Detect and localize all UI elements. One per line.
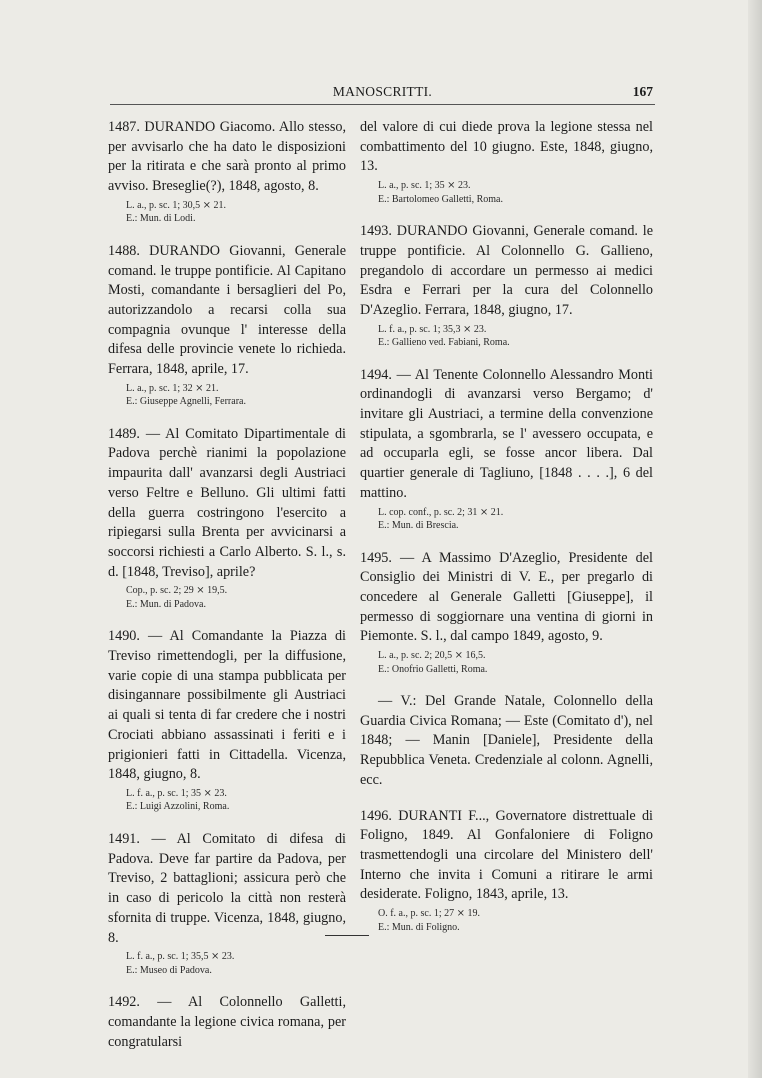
entry-meta [108,787,346,814]
physical-description: O. f. a., p. sc. 1; 27 ⨯ 19. [378,908,480,920]
physical-description: L. a., p. sc. 1; 32 ⨯ 21. [126,382,219,394]
entry-meta [360,649,653,676]
owner: E.: Mun. di Lodi. [126,213,196,225]
entry-1496 [360,807,653,935]
entry-text: del valore di cui diede prova la legione stessa nel combattimento del 10 giugno. Este, 1848, giugno, 13. [360,119,653,175]
entry-text: 1490. — Al Comandante la Piazza di Treviso rimettendogli, per la diffusione, varie copie di una stampa pubblicata per disingannare possibilmente gli Austriaci ai quali si tenta di far credere che i nostri Crociati abbiano assassinati i feriti e i prigionieri fatti in Cittadella. Vicenza, 1848, giugno, 8. [108,628,346,783]
owner: E.: Bartolomeo Galletti, Roma. [378,193,503,205]
entry-meta [360,907,653,934]
physical-description: L. a., p. sc. 1; 35 ⨯ 23. [378,180,471,192]
entry-1494 [360,366,653,533]
left-column [108,118,346,1068]
entry-meta [108,950,346,977]
entry-meta [360,323,653,350]
owner: E.: Giuseppe Agnelli, Ferrara. [126,396,246,408]
entry-meta [108,584,346,611]
entry-text: 1493. DURANDO Giovanni, Generale comand. le truppe pontificie. Al Colonnello G. Gallieno, pregandolo di accordare un permesso ai medici Esdra e Ferrari per la cura del Colonnello D'Azeglio. Ferrara, 1848, giugno, 17. [360,223,653,318]
entry-text: 1488. DURANDO Giovanni, Generale comand. le truppe pontificie. Al Capitano Mosti, comandante i bersaglieri del Po, autorizzandolo a recarsi colla sua compagnia ovunque l' interesse della difesa delle provincie venete lo richieda. Ferrara, 1848, aprile, 17. [108,242,346,378]
physical-description: L. f. a., p. sc. 1; 35,5 ⨯ 23. [126,951,235,963]
entry-meta [108,382,346,409]
entry-text: 1487. DURANDO Giacomo. Allo stesso, per avvisarlo che ha dato le disposizioni per la ritirata e che sarà pronto al primo avviso. Breseglie(?), 1848, agosto, 8. [108,119,346,195]
page-number: 167 [632,84,653,99]
entry-1492-continued [360,118,653,206]
physical-description: L. f. a., p. sc. 1; 35 ⨯ 23. [126,787,227,799]
entry-1492 [108,993,346,1052]
entry-meta [108,199,346,226]
entry-text: 1494. — Al Tenente Colonnello Alessandro Monti ordinandogli di avanzarsi verso Bergamo; d' invitare gli Austriaci, a termine della convenzione stipulata, a sgombrarla, se l' avessero occupata, e ad occuparla egli, se fosse ancor libera. Dal quartier generale di Tagliuno, [1848 . . . .], 6 del mattino. [360,366,653,501]
entry-1489 [108,425,346,612]
entry-text: — V.: Del Grande Natale, Colonnello della Guardia Civica Romana; — Este (Comitato d'), nel 1848; — Manin [Daniele], Presidente della Repubblica Veneta. Credenziale al colonn. Agnelli, ecc. [360,693,653,788]
physical-description: L. cop. conf., p. sc. 2; 31 ⨯ 21. [378,506,504,518]
running-head: MANOSCRITTI. [332,84,433,99]
page-edge-shadow [748,0,762,1078]
entry-1491 [108,830,346,977]
owner: E.: Mun. di Foligno. [378,921,460,933]
entry-meta [360,179,653,206]
entry-1488 [108,242,346,409]
entry-text: 1491. — Al Comitato di difesa di Padova. Deve far partire da Padova, per Treviso, 2 battaglioni; assicura però che in caso di pericolo la città non resterà sfornita di truppe. Vicenza, 1848, giugno, 8. [108,830,346,946]
header-rule [110,104,655,105]
entry-text: 1496. DURANTI F..., Governatore distrettuale di Foligno, 1849. Al Gonfaloniere di Foligno trasmettendogli una circolare del Ministero dell' Interno che invita i Comuni a ritirare le armi desiderate. Foligno, 1843, aprile, 13. [360,807,653,903]
physical-description: L. a., p. sc. 2; 20,5 ⨯ 16,5. [378,650,486,662]
physical-description: L. a., p. sc. 1; 30,5 ⨯ 21. [126,199,227,211]
physical-description: L. f. a., p. sc. 1; 35,3 ⨯ 23. [378,323,487,335]
owner: E.: Museo di Padova. [126,964,212,976]
right-column [360,118,653,950]
entry-text: 1495. — A Massimo D'Azeglio, Presidente del Consiglio dei Ministri di V. E., per pregarlo di concedere al Generale Galletti [Giuseppe], il permesso di soggiornare una ventina di giorni in Piemonte. S. l., dal campo 1849, agosto, 9. [360,549,653,645]
cross-reference [360,692,653,791]
owner: E.: Mun. di Padova. [126,598,206,610]
page-header [110,84,655,104]
entry-text: 1489. — Al Comitato Dipartimentale di Padova perchè rianimi la popolazione impaurita dall' avanzarsi degli Austriaci verso Feltre e Belluno. Gli ultimi fatti della guerra costringono l'esercito a ripiegarsi sulla Brenta per avvicinarsi a soccorsi richiesti a Carlo Alberto. S. l., s. d. [1848, Treviso], aprile? [108,425,346,580]
owner: E.: Onofrio Galletti, Roma. [378,663,488,675]
owner: E.: Mun. di Brescia. [378,520,459,532]
entry-1493 [360,222,653,350]
entry-text: 1492. — Al Colonnello Galletti, comandante la legione civica romana, per congratularsi [108,994,346,1050]
entry-1487 [108,118,346,226]
entry-1495 [360,549,653,677]
owner: E.: Gallieno ved. Fabiani, Roma. [378,337,510,349]
entry-meta [360,506,653,533]
section-end-rule [325,935,369,936]
owner: E.: Luigi Azzolini, Roma. [126,801,230,813]
physical-description: Cop., p. sc. 2; 29 ⨯ 19,5. [126,585,228,597]
entry-1490 [108,627,346,814]
